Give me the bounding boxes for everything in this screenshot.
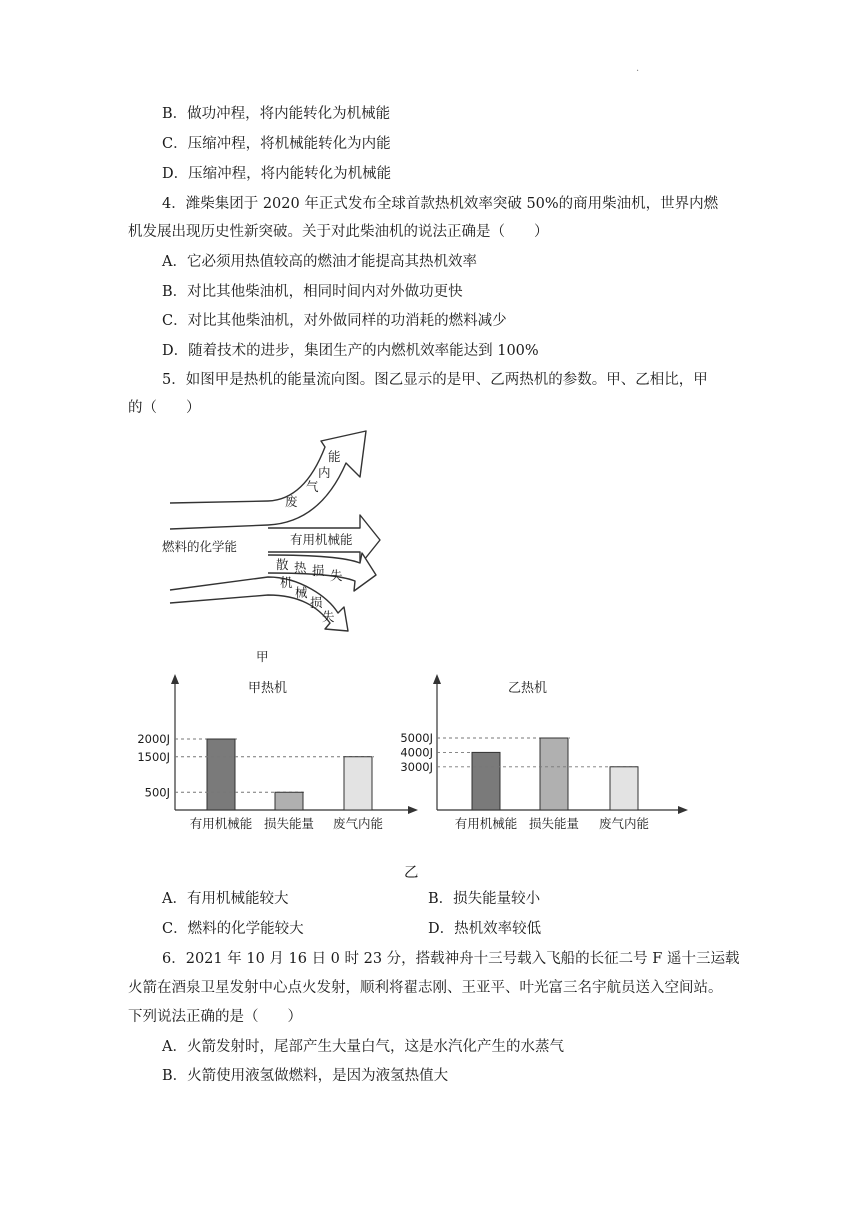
flow-heat-label-2: 热 (294, 560, 307, 575)
flow-exhaust-label-4: 能 (328, 449, 341, 464)
flow-mech-label-4: 失 (322, 609, 335, 624)
flow-useful-label: 有用机械能 (290, 532, 353, 547)
chart-jia-engine (120, 670, 420, 840)
flow-mech-label-2: 械 (295, 585, 308, 600)
x-tick-label: 废气内能 (598, 816, 650, 831)
flow-exhaust-label-2: 气 (306, 479, 319, 494)
q3-option-d: D．压缩冲程，将内能转化为机械能 (162, 166, 392, 182)
figure-label-jia: 甲 (256, 649, 269, 664)
q4-stem-line1: 4．潍柴集团于 2020 年正式发布全球首款热机效率突破 50%的商用柴油机，世界内燃 (162, 196, 719, 212)
y-tick-label: 2000J (137, 732, 170, 746)
q4-option-b: B．对比其他柴油机，相同时间内对外做功更快 (162, 284, 463, 300)
y-axis-arrow (171, 674, 179, 684)
flow-heat-label-3: 损 (312, 563, 325, 578)
x-tick-label: 废气内能 (332, 816, 384, 831)
figure-label-yi: 乙 (404, 865, 419, 881)
flow-exhaust-label-1: 废 (285, 494, 298, 509)
flow-mech-label-3: 损 (310, 595, 323, 610)
q4-option-d: D．随着技术的进步，集团生产的内燃机效率能达到 100% (162, 343, 539, 359)
q4-stem-line2: 机发展出现历史性新突破。关于对此柴油机的说法正确是（ ） (128, 224, 549, 240)
page-dot: · (636, 66, 640, 77)
q5-option-c: C．燃料的化学能较大 (162, 921, 304, 937)
bar-损失能量 (275, 792, 303, 810)
flow-heat-label-4: 失 (330, 568, 343, 583)
bar-废气内能 (610, 767, 638, 810)
bar-有用机械能 (472, 752, 500, 810)
x-tick-label: 有用机械能 (454, 816, 518, 831)
q5-stem-line1: 5．如图甲是热机的能量流向图。图乙显示的是甲、乙两热机的参数。甲、乙相比，甲 (162, 372, 708, 388)
y-tick-label: 5000J (400, 731, 433, 745)
y-axis-arrow (433, 674, 441, 684)
q6-stem-line2: 火箭在酒泉卫星发射中心点火发射，顺利将翟志刚、王亚平、叶光富三名宇航员送入空间站。 (128, 980, 723, 996)
x-tick-label: 有用机械能 (189, 816, 253, 831)
flow-mech-label-1: 机 (280, 575, 293, 590)
bar-有用机械能 (207, 739, 235, 810)
q6-option-b: B．火箭使用液氢做燃料，是因为液氢热值大 (162, 1068, 449, 1084)
flow-source-label: 燃料的化学能 (162, 539, 238, 554)
q5-option-d: D．热机效率较低 (428, 921, 542, 937)
chart-yi-engine (390, 670, 690, 840)
y-tick-label: 1500J (137, 749, 170, 764)
q6-stem-line1: 6．2021 年 10 月 16 日 0 时 23 分，搭载神舟十三号载入飞船的长征二号 F 遥十三运载 (162, 951, 740, 967)
q6-stem-line3: 下列说法正确的是（ ） (128, 1009, 302, 1025)
exhaust-arrow (170, 431, 366, 529)
flow-heat-label-1: 散 (276, 557, 289, 572)
q3-option-c: C．压缩冲程，将机械能转化为内能 (162, 136, 391, 152)
y-tick-label: 3000J (400, 759, 433, 774)
y-tick-label: 4000J (400, 745, 433, 760)
chart-title: 乙热机 (508, 681, 548, 696)
energy-flow-diagram (150, 425, 390, 665)
x-tick-label: 损失能量 (263, 816, 315, 831)
bar-损失能量 (540, 738, 568, 810)
q6-option-a: A．火箭发射时，尾部产生大量白气，这是水汽化产生的水蒸气 (162, 1039, 564, 1055)
q3-option-b: B．做功冲程，将内能转化为机械能 (162, 106, 391, 122)
q5-option-a: A．有用机械能较大 (162, 891, 289, 907)
q4-option-c: C．对比其他柴油机，对外做同样的功消耗的燃料减少 (162, 313, 507, 329)
bar-废气内能 (344, 757, 372, 810)
flow-exhaust-label-3: 内 (318, 465, 331, 480)
chart-title: 甲热机 (248, 681, 288, 696)
x-axis-arrow (678, 806, 688, 814)
q5-option-b: B．损失能量较小 (428, 891, 541, 907)
x-tick-label: 损失能量 (528, 816, 580, 831)
q4-option-a: A．它必须用热值较高的燃油才能提高其热机效率 (162, 254, 477, 270)
q5-stem-line2: 的（ ） (128, 400, 201, 416)
y-tick-label: 500J (144, 785, 170, 800)
